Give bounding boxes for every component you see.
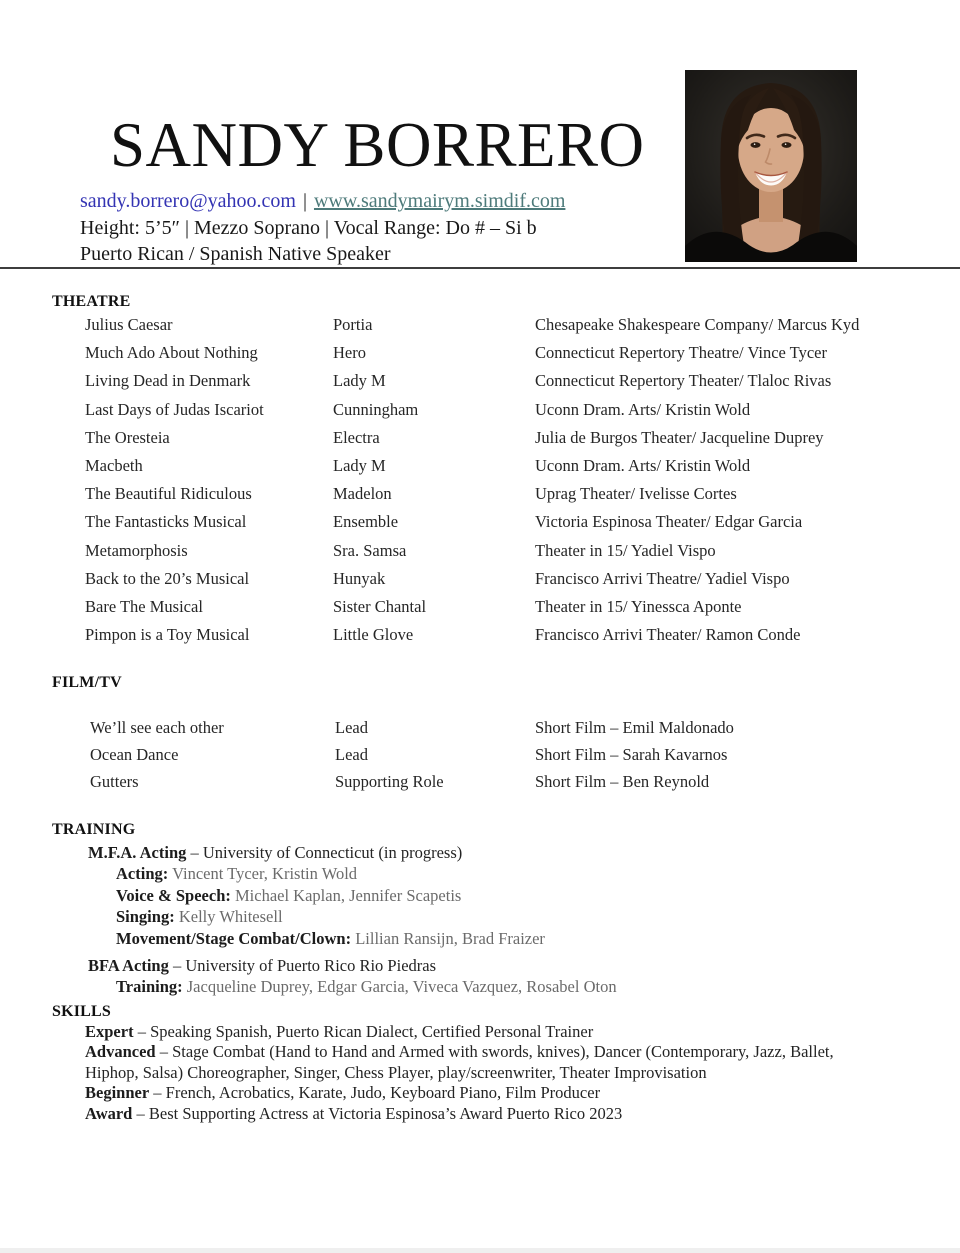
company-director: Francisco Arrivi Theatre/ Yadiel Vispo xyxy=(535,568,790,588)
production-title: Living Dead in Denmark xyxy=(85,371,251,391)
skill-level-label: Advanced xyxy=(85,1042,156,1062)
company-director: Uconn Dram. Arts/ Kristin Wold xyxy=(535,399,751,419)
production-title: Gutters xyxy=(90,772,139,791)
physical-details: Height: 5’5″ | Mezzo Soprano | Vocal Range: Do # – Si b xyxy=(80,217,537,239)
role: Cunningham xyxy=(333,399,419,419)
contact-separator: | xyxy=(302,190,307,212)
production-title: Back to the 20’s Musical xyxy=(85,568,250,588)
training-item xyxy=(116,976,918,997)
training-names: Lillian Ransijn, Brad Fraizer xyxy=(351,928,545,948)
training-names: Michael Kaplan, Jennifer Scapetis xyxy=(230,885,462,905)
company-director: Francisco Arrivi Theater/ Ramon Conde xyxy=(535,625,801,645)
training-label: Movement/Stage Combat/Clown: xyxy=(116,928,352,948)
table-row xyxy=(90,741,945,768)
role: Lady M xyxy=(333,455,386,475)
training-names: Jacqueline Duprey, Edgar Garcia, Viveca Vazquez, Rosabel Oton xyxy=(182,977,617,997)
role: Little Glove xyxy=(333,625,414,645)
production-title: Macbeth xyxy=(85,455,143,475)
website-link[interactable]: www.sandymairym.simdif.com xyxy=(313,190,566,212)
theatre-rows xyxy=(85,311,945,649)
role: Hero xyxy=(333,343,366,363)
section-heading-training: TRAINING xyxy=(52,821,136,838)
skill-line xyxy=(85,1022,875,1042)
company-director: Theater in 15/ Yadiel Vispo xyxy=(535,540,716,560)
role: Electra xyxy=(333,427,380,447)
skill-level-label: Expert xyxy=(85,1022,134,1041)
table-row xyxy=(85,311,945,339)
training-item xyxy=(116,928,918,949)
table-row xyxy=(85,565,945,593)
training-label: Training: xyxy=(116,977,183,997)
role: Sra. Samsa xyxy=(333,540,407,560)
role: Sister Chantal xyxy=(333,596,427,616)
company-director: Short Film – Sarah Kavarnos xyxy=(535,745,728,764)
company-director: Uconn Dram. Arts/ Kristin Wold xyxy=(535,455,751,475)
degree-institution: – University of Connecticut (in progress) xyxy=(186,843,463,862)
training-item xyxy=(116,863,918,884)
company-director: Short Film – Emil Maldonado xyxy=(535,718,734,737)
training-label: Acting: xyxy=(116,864,169,884)
section-heading-skills: SKILLS xyxy=(52,1003,112,1020)
company-director: Uprag Theater/ Ivelisse Cortes xyxy=(535,484,737,504)
production-title: Metamorphosis xyxy=(85,540,188,560)
role: Supporting Role xyxy=(335,772,444,791)
production-title: Much Ado About Nothing xyxy=(85,343,258,363)
skill-line xyxy=(85,1104,875,1124)
degree-line xyxy=(88,842,918,863)
page-bottom-edge xyxy=(0,1248,960,1253)
training-content xyxy=(88,842,918,998)
role: Portia xyxy=(333,315,373,334)
skill-line xyxy=(85,1042,875,1083)
role: Lady M xyxy=(333,371,386,391)
role: Ensemble xyxy=(333,512,399,532)
company-director: Chesapeake Shakespeare Company/ Marcus Kyd xyxy=(535,315,860,334)
header-divider xyxy=(0,267,960,269)
contact-line xyxy=(80,190,565,213)
degree-institution: – University of Puerto Rico Rio Piedras xyxy=(168,956,437,976)
skill-detail: – Stage Combat (Hand to Hand and Armed with swords, knives), Dancer (Contemporary, Jazz, Ballet, Hiphop, Salsa) Choreographer, Singer, Chess Player, play/screenwriter, Theater Improvisation xyxy=(85,1042,834,1082)
film-rows xyxy=(90,714,945,795)
table-row xyxy=(85,339,945,367)
company-director: Victoria Espinosa Theater/ Edgar Garcia xyxy=(535,512,803,532)
page-title: SANDY BORRERO xyxy=(110,110,645,180)
skill-detail: – Speaking Spanish, Puerto Rican Dialect, Certified Personal Trainer xyxy=(133,1022,594,1041)
production-title: The Oresteia xyxy=(85,427,170,447)
training-names: Kelly Whitesell xyxy=(174,907,283,927)
skill-level-label: Award xyxy=(85,1103,133,1123)
degree-line xyxy=(88,955,918,976)
role: Lead xyxy=(335,745,368,764)
skill-detail: – French, Acrobatics, Karate, Judo, Keyboard Piano, Film Producer xyxy=(149,1083,601,1103)
table-row xyxy=(85,396,945,424)
section-heading-film-tv: FILM/TV xyxy=(52,674,122,691)
table-row xyxy=(85,537,945,565)
role: Hunyak xyxy=(333,568,386,588)
production-title: Ocean Dance xyxy=(90,745,179,764)
headshot-illustration xyxy=(685,70,857,262)
table-row xyxy=(85,367,945,395)
skill-level-label: Beginner xyxy=(85,1083,150,1103)
table-row xyxy=(85,480,945,508)
training-label: Singing: xyxy=(116,907,175,927)
training-label: Voice & Speech: xyxy=(116,885,231,905)
table-row xyxy=(90,768,945,795)
role: Madelon xyxy=(333,484,392,504)
degree-title: M.F.A. Acting xyxy=(88,843,187,862)
company-director: Connecticut Repertory Theatre/ Vince Tycer xyxy=(535,343,827,363)
role: Lead xyxy=(335,718,368,737)
degree-title: BFA Acting xyxy=(88,956,169,976)
production-title: Pimpon is a Toy Musical xyxy=(85,625,250,645)
skills-content xyxy=(85,1022,875,1124)
training-item xyxy=(116,906,918,927)
production-title: The Fantasticks Musical xyxy=(85,512,247,532)
production-title: Bare The Musical xyxy=(85,596,203,616)
headshot-photo xyxy=(685,70,857,262)
company-director: Theater in 15/ Yinessca Aponte xyxy=(535,596,742,616)
section-heading-theatre: THEATRE xyxy=(52,293,131,310)
table-row xyxy=(90,714,945,741)
email-link[interactable]: sandy.borrero@yahoo.com xyxy=(80,190,296,212)
table-row xyxy=(85,452,945,480)
training-names: Vincent Tycer, Kristin Wold xyxy=(168,864,358,884)
company-director: Short Film – Ben Reynold xyxy=(535,772,710,791)
table-row xyxy=(85,621,945,649)
table-row xyxy=(85,593,945,621)
table-row xyxy=(85,424,945,452)
production-title: Last Days of Judas Iscariot xyxy=(85,399,264,419)
skill-detail: – Best Supporting Actress at Victoria Espinosa’s Award Puerto Rico 2023 xyxy=(132,1103,623,1123)
production-title: Julius Caesar xyxy=(85,315,173,334)
table-row xyxy=(85,508,945,536)
language-details: Puerto Rican / Spanish Native Speaker xyxy=(80,243,391,265)
production-title: We’ll see each other xyxy=(90,718,224,737)
company-director: Connecticut Repertory Theater/ Tlaloc Rivas xyxy=(535,371,832,391)
skill-line xyxy=(85,1083,875,1103)
production-title: The Beautiful Ridiculous xyxy=(85,484,252,504)
company-director: Julia de Burgos Theater/ Jacqueline Duprey xyxy=(535,427,824,447)
training-item xyxy=(116,885,918,906)
